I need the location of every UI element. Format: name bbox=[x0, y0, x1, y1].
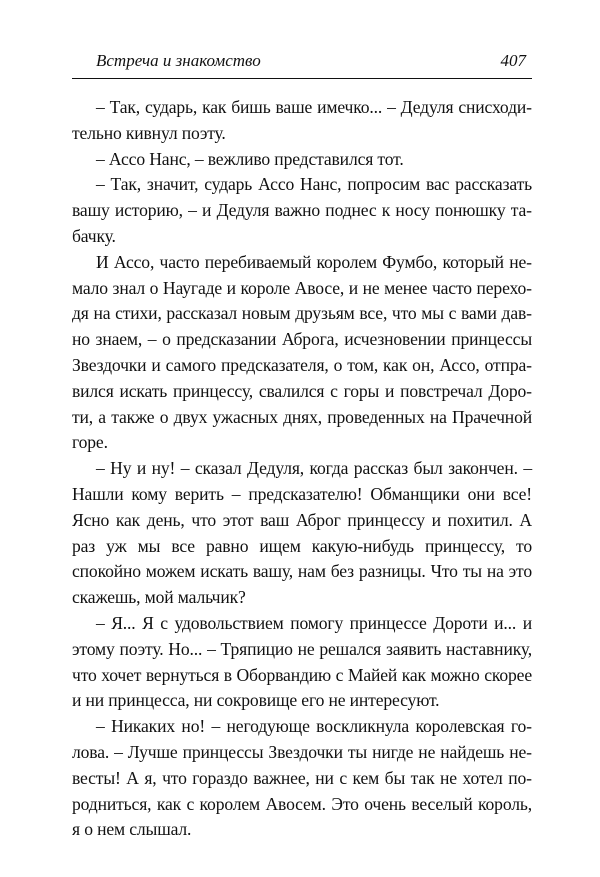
paragraph: – Ну и ну! – сказал Дедуля, когда рассказ был закончен. – Нашли кому верить – предсказателю! Обманщики они все! Ясно как день, что этот ваш Аброг принцессу и похитил. А раз уж мы все равно ищем какую-нибудь принцессу, то спокойно можем искать вашу, нам без разницы. Что ты на это скажешь, мой мальчик? bbox=[72, 458, 532, 608]
paragraph: – Никаких но! – негодующе воскликнула королевская голова. – Лучше принцессы Звездочки ты нигде не найдешь невесты! А я, что гораздо важнее, ни с кем бы так не хотел породниться, как с королем Авосем. Это очень веселый король, я о нем слышал. bbox=[72, 716, 532, 840]
paragraph: – Так, сударь, как бишь ваше имечко... – Дедуля снисходительно кивнул поэту. bbox=[72, 97, 532, 143]
body-text bbox=[72, 95, 532, 843]
paragraph: И Ассо, часто перебиваемый королем Фумбо, который немало знал о Наугаде и короле Авосе, и не менее часто переходя на стихи, рассказал новым друзьям все, что мы с вами давно знаем, – о предсказании Аброга, исчезновении принцессы Звездочки и самого предсказателя, о том, как он, Ассо, отправился искать принцессу, свалился с горы и повстречал Дороти, а также о двух ужасных днях, проведенных на Прачечной горе. bbox=[72, 251, 532, 453]
paragraph: – Я... Я с удовольствием помогу принцессе Дороти и... и этому поэту. Но... – Тряпицио не решался заявить наставнику, что хочет вернуться в Оборвандию с Майей как можно скорее и ни принцесса, ни сокровище его не интересуют. bbox=[72, 612, 532, 711]
running-header bbox=[72, 50, 532, 79]
paragraph: – Так, значит, сударь Ассо Нанс, попросим вас рассказать вашу историю, – и Дедуля важно поднес к носу понюшку табачку. bbox=[72, 174, 532, 246]
paragraph: – Ассо Нанс, – вежливо представился тот. bbox=[96, 148, 404, 169]
running-title: Встреча и знакомство bbox=[96, 51, 261, 70]
page-number: 407 bbox=[500, 51, 526, 70]
